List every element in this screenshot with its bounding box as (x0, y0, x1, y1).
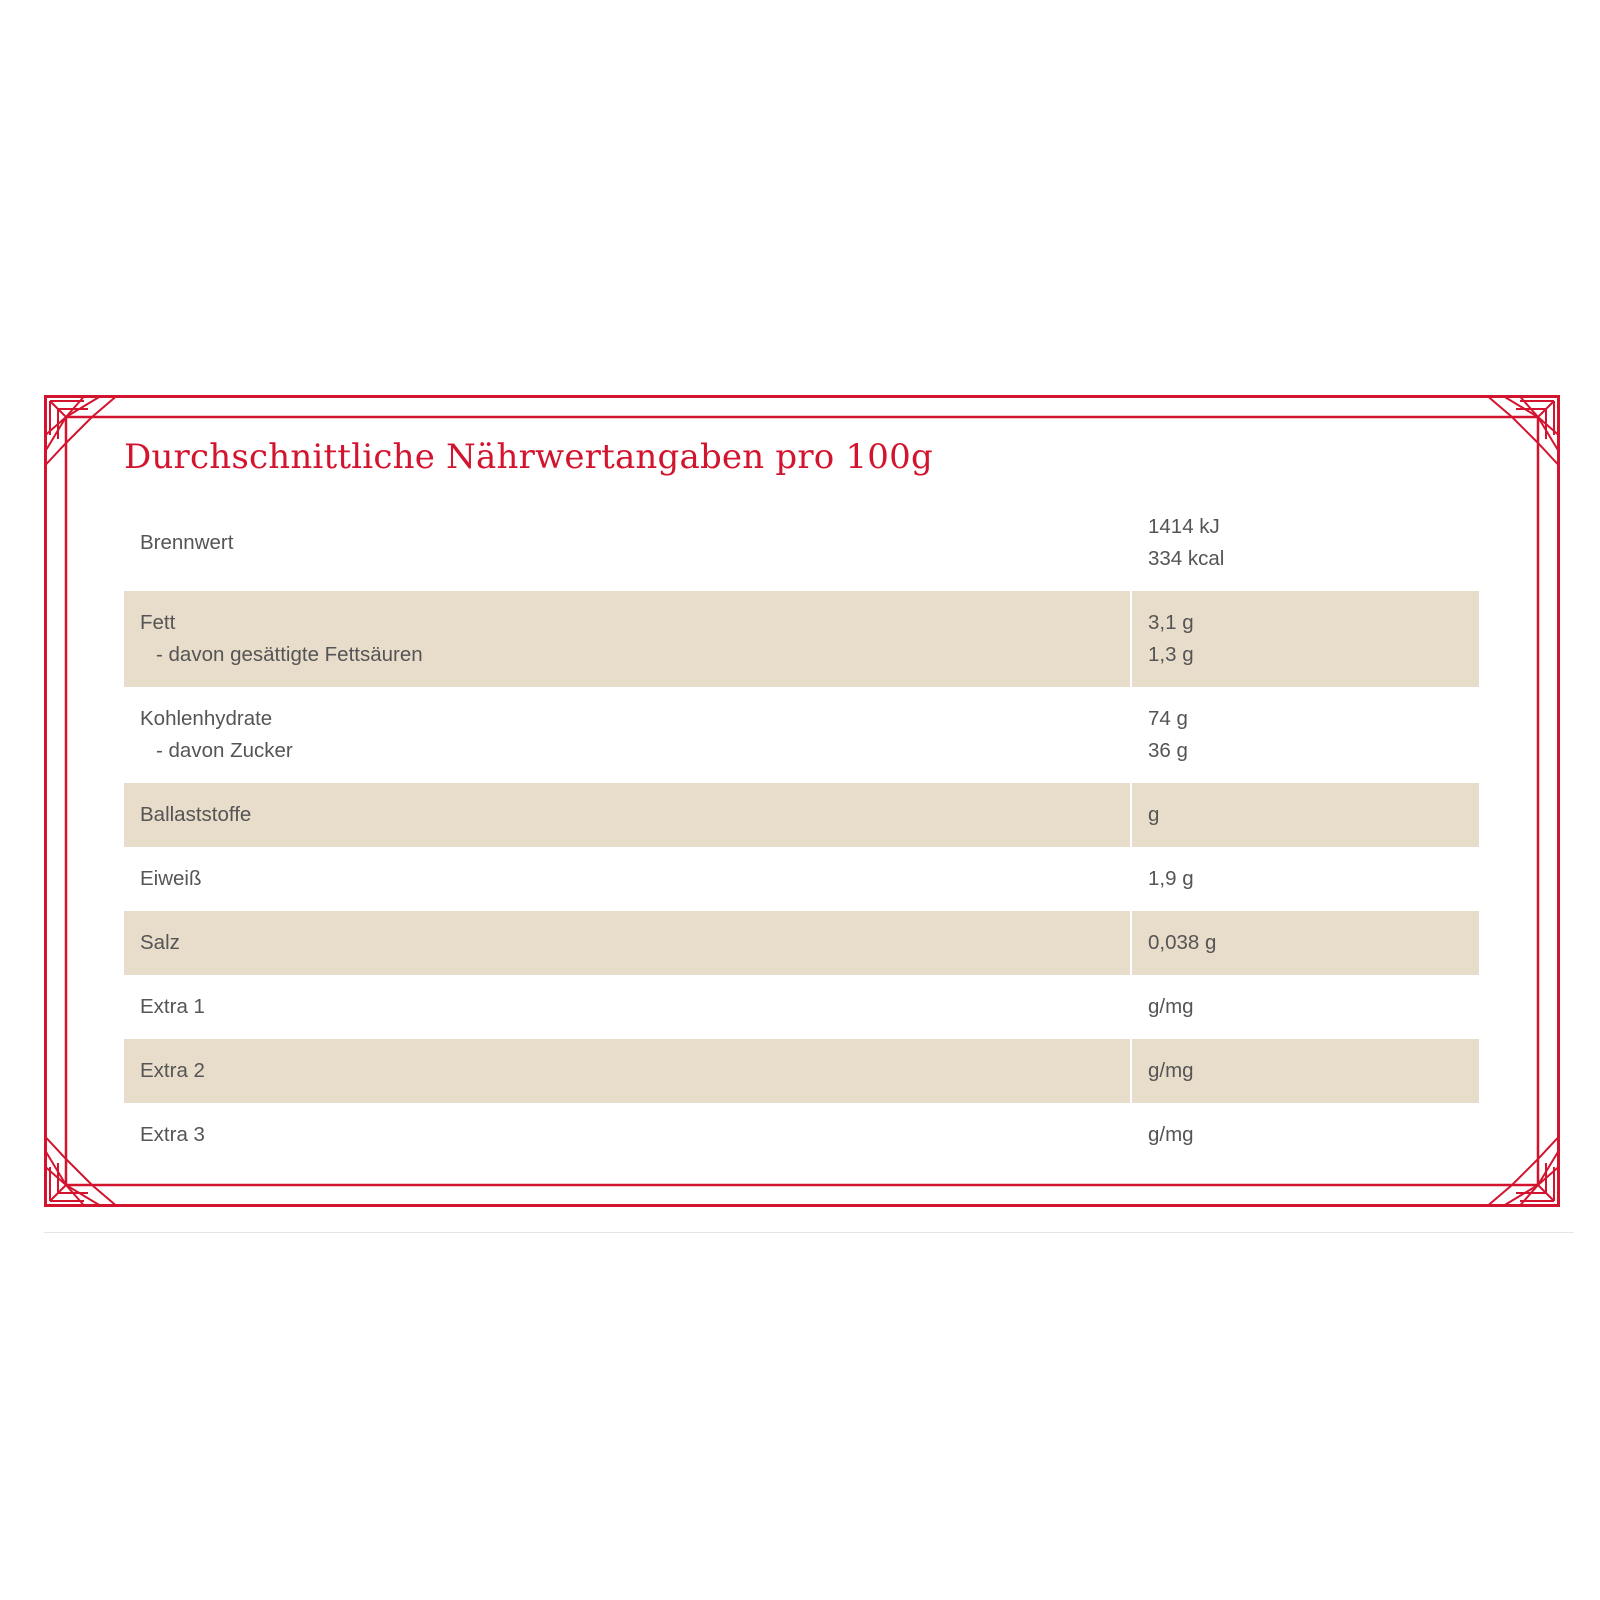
nutrient-label-cell (124, 1039, 1130, 1103)
table-row (124, 1103, 1479, 1167)
nutrient-label: Brennwert (140, 531, 234, 554)
nutrient-sub-label: - davon Zucker (156, 739, 293, 762)
table-row (124, 911, 1479, 975)
nutrient-label: Kohlenhydrate (140, 707, 273, 730)
nutrient-value-cell (1132, 495, 1479, 591)
nutrient-label-cell (124, 911, 1130, 975)
table-row (124, 687, 1479, 783)
nutrient-label-cell (124, 975, 1130, 1039)
nutrient-value: g/mg (1148, 1123, 1194, 1146)
nutrient-value: 1,3 g (1148, 643, 1194, 666)
table-row (124, 783, 1479, 847)
nutrient-value: 0,038 g (1148, 931, 1217, 954)
nutrient-label: Ballaststoffe (140, 803, 252, 826)
nutrient-value-cell (1132, 1103, 1479, 1167)
nutrient-label-cell (124, 1103, 1130, 1167)
nutrient-value: 334 kcal (1148, 547, 1225, 570)
nutrient-label-cell (124, 783, 1130, 847)
nutrient-value-cell (1132, 1039, 1479, 1103)
nutrition-panel (44, 395, 1560, 1207)
nutrient-label: Extra 3 (140, 1123, 205, 1146)
nutrient-sub-label: - davon gesättigte Fettsäuren (156, 643, 423, 666)
nutrient-value-cell (1132, 847, 1479, 911)
nutrient-label-cell (124, 687, 1130, 783)
nutrient-value-cell (1132, 975, 1479, 1039)
nutrient-value-cell (1132, 591, 1479, 687)
nutrient-label-cell (124, 591, 1130, 687)
nutrient-label: Salz (140, 931, 180, 954)
nutrient-value: g/mg (1148, 1059, 1194, 1082)
table-row (124, 591, 1479, 687)
nutrient-label: Fett (140, 611, 176, 634)
nutrient-value-cell (1132, 783, 1479, 847)
table-row (124, 975, 1479, 1039)
table-row (124, 847, 1479, 911)
table-row (124, 1039, 1479, 1103)
nutrient-value: 1,9 g (1148, 867, 1194, 890)
nutrient-value: 74 g (1148, 707, 1188, 730)
nutrient-label: Extra 2 (140, 1059, 205, 1082)
nutrient-value-cell (1132, 687, 1479, 783)
table-row (124, 495, 1479, 591)
nutrient-label: Eiweiß (140, 867, 202, 890)
nutrient-label-cell (124, 847, 1130, 911)
nutrition-table (124, 495, 1479, 1167)
nutrient-label-cell (124, 495, 1130, 591)
divider (44, 1232, 1574, 1233)
nutrient-value-cell (1132, 911, 1479, 975)
nutrient-value: 3,1 g (1148, 611, 1194, 634)
nutrient-value: 1414 kJ (1148, 515, 1220, 538)
nutrient-value: g/mg (1148, 995, 1194, 1018)
nutrient-label: Extra 1 (140, 995, 205, 1018)
panel-title: Durchschnittliche Nährwertangaben pro 100g (124, 437, 933, 477)
nutrient-value: g (1148, 803, 1160, 826)
nutrient-value: 36 g (1148, 739, 1188, 762)
